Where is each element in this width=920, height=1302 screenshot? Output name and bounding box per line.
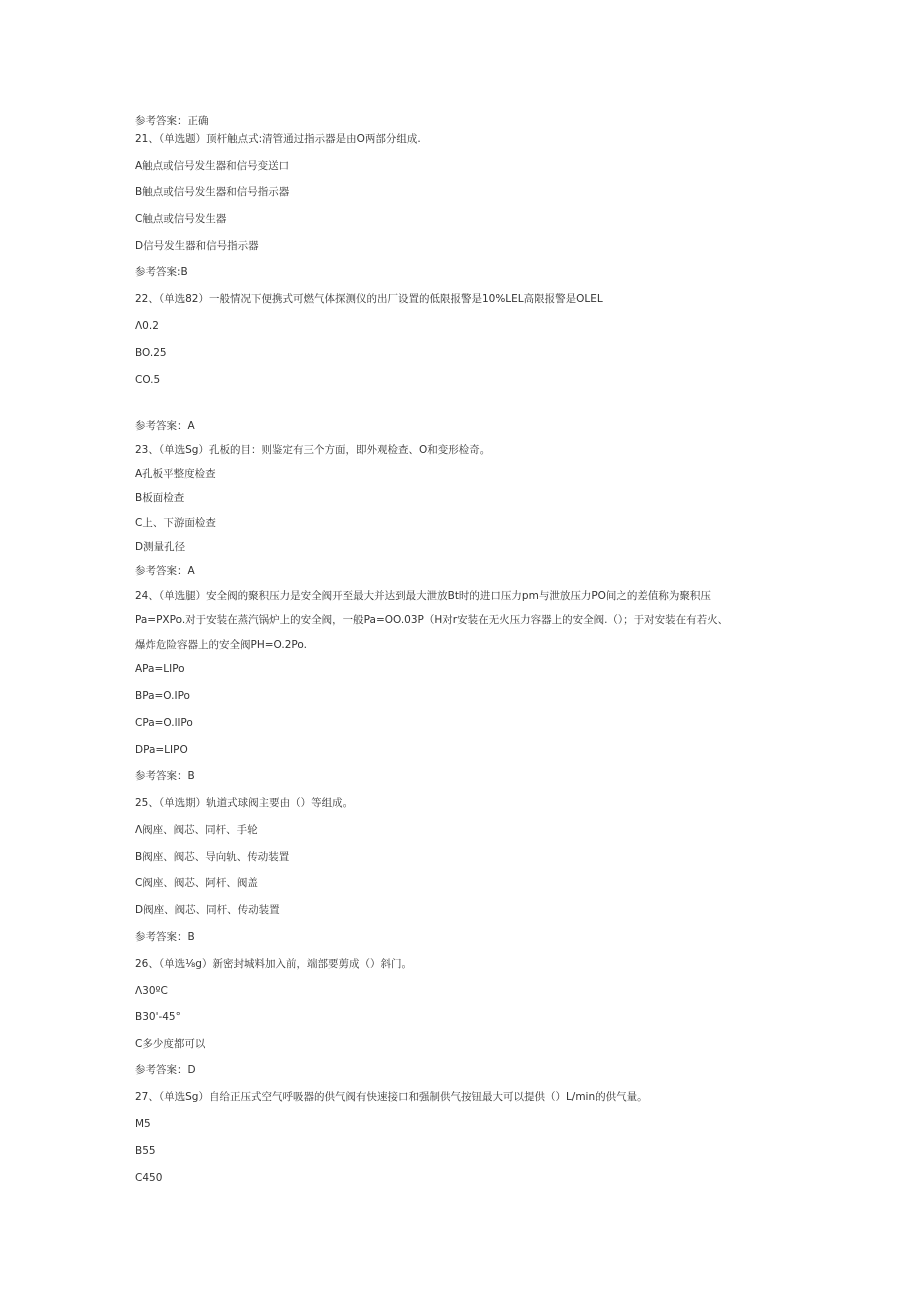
answer-line: 参考答案：正确 [135,115,209,127]
option-a: M5 [135,1118,151,1130]
option-c: CO.5 [135,374,161,386]
option-c: C450 [135,1172,163,1184]
option-a: Λ30ºC [135,985,168,997]
option-b: BPa=O.IPo [135,690,190,702]
answer-line: 参考答案：A [135,420,195,432]
question-25: 25、（单选期）轨道式球阀主要由（）等组成。 [135,797,354,809]
option-a: Λ阀座、阀芯、同杆、手轮 [135,824,258,836]
option-a: A孔板平整度检查 [135,468,216,480]
option-d: D测量孔径 [135,541,186,553]
question-21: 21、（单选题）顶杆触点式:清管通过指示器是由O两部分组成. [135,133,421,145]
option-a: A触点或信号发生器和信号变送口 [135,160,290,172]
question-23: 23、（单选Sg）孔板的目：则鉴定有三个方面，即外观检查、O和变形检奇。 [135,444,491,456]
answer-line: 参考答案:B [135,266,188,278]
option-a: Λ0.2 [135,320,159,332]
option-d: D阀座、阀芯、同杆、传动装置 [135,904,280,916]
option-c: C多少度都可以 [135,1038,206,1050]
answer-line: 参考答案：A [135,565,195,577]
answer-line: 参考答案：B [135,770,195,782]
option-d: DPa=LIPO [135,744,188,756]
question-26: 26、（单选⅛g）新密封城料加入前，端部要剪成（）斜门。 [135,958,412,970]
option-b: B30'-45° [135,1011,181,1023]
option-c: C上、下游面检查 [135,517,216,529]
option-c: C阀座、阀芯、阿杆、阀盖 [135,877,258,889]
option-a: APa=LIPo [135,663,185,675]
question-22: 22、（单选82）一般情况下便携式可燃气体探测仪的出厂设置的低限报警是10%LEL高限报警是OLEL [135,293,603,305]
option-c: CPa=O.llPo [135,717,193,729]
option-b: B板面检查 [135,492,185,504]
question-24-line-3: 爆炸危险容器上的安全阀PH=O.2Po. [135,639,307,651]
answer-line: 参考答案：D [135,1064,196,1076]
option-b: B触点或信号发生器和信号指示器 [135,186,290,198]
option-c: C触点或信号发生器 [135,213,227,225]
option-d: D信号发生器和信号指示器 [135,240,259,252]
option-b: B55 [135,1145,156,1157]
option-b: B阀座、阀芯、导向轨、传动装置 [135,851,290,863]
question-24-line-2: Pa=PXPo.对于安装在蒸汽锅炉上的安全阀，一般Pa=OO.03P（H对r安装在无火压力容器上的安全阀.（）；于对安装在有若火、 [135,614,729,626]
question-24-line-1: 24、（单选腿）安全阀的聚积压力是安全阀开至最大并达到最大泄放Bt时的进口压力pm与泄放压力PO间之的差值称为聚积压 [135,590,711,602]
answer-line: 参考答案：B [135,931,195,943]
question-27: 27、（单选Sg）自给正压式空气呼吸器的供气阀有快速接口和强制供气按钮最大可以提供（）L/min的供气量。 [135,1091,648,1103]
option-b: BO.25 [135,347,167,359]
